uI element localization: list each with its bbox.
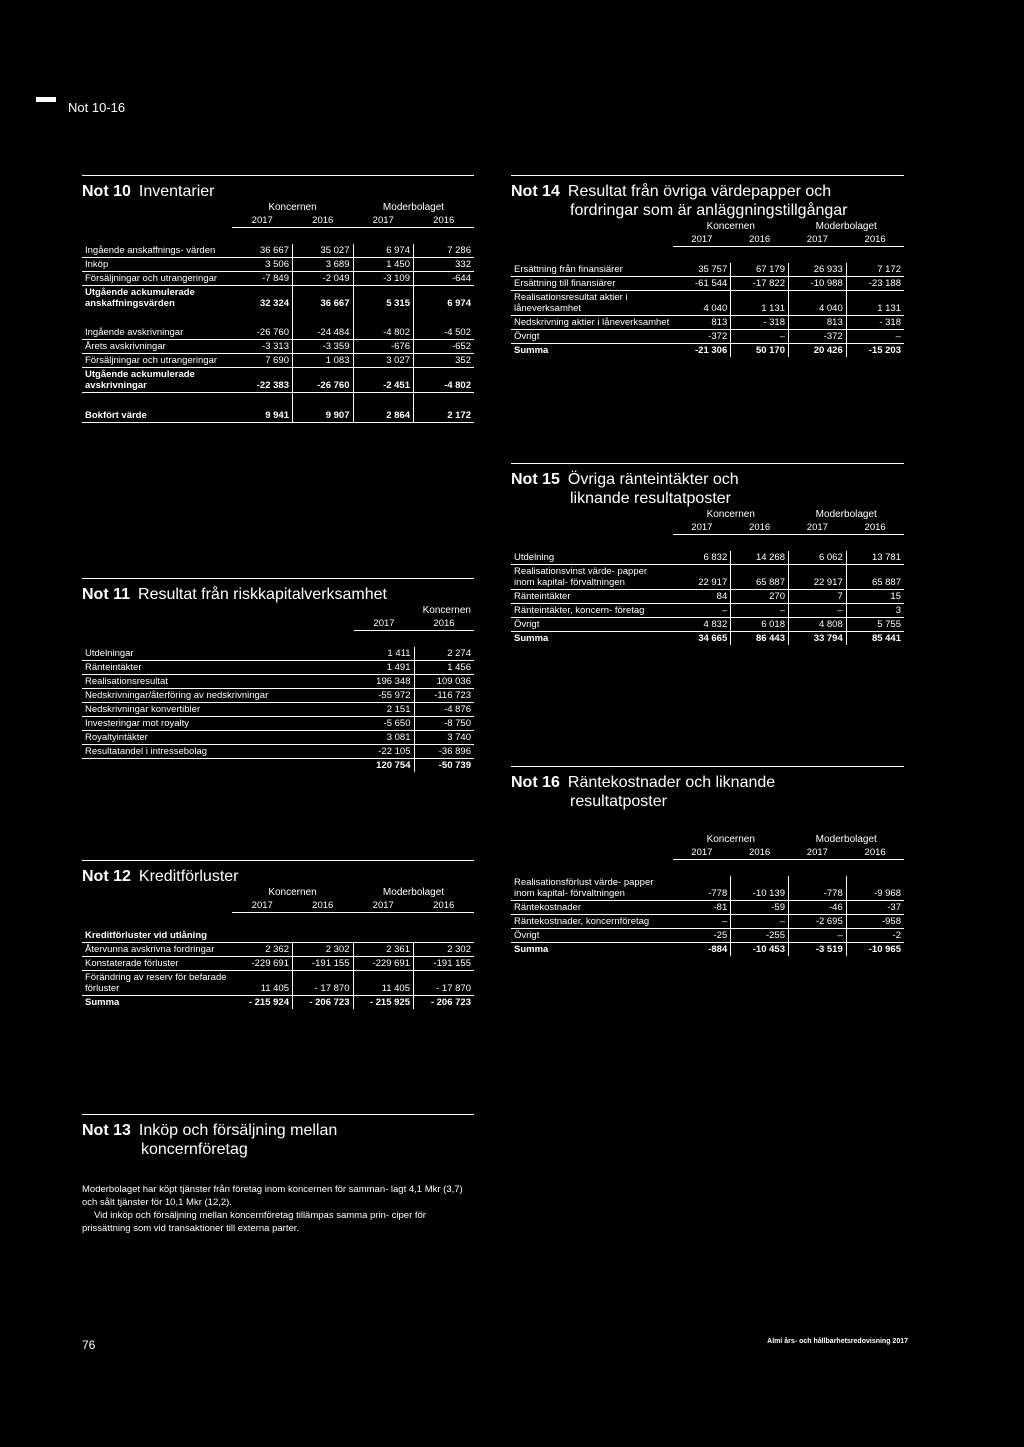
table-row: Inköp 3 506 3 689 1 450 332 <box>82 258 474 272</box>
table-row: Bokfört värde 9 941 9 907 2 864 2 172 <box>82 409 474 423</box>
table-row: Investeringar mot royalty -5 650 -8 750 <box>82 717 474 731</box>
table-row: Nedskrivningar/återföring av nedskrivningar -55 972 -116 723 <box>82 689 474 703</box>
table-row: Återvunna avskrivna fordringar 2 362 2 302 2 361 2 302 <box>82 943 474 957</box>
running-title: Not 10-16 <box>68 100 126 115</box>
publication-title: Almi års- och hållbarhetsredovisning 2017 <box>767 1338 908 1345</box>
note-15-table: Koncernen Moderbolaget 2017 2016 2017 2016 Utdelning 6 832 14 268 6 062 13 781 Realisationsvinst värde- papper inom kapital- förvaltningen 22 917 65 887 22 917 65 887 Ränteintäkter 84 270 7 15 Ränteintäkter, koncern- företag – – – 3 Övrigt 4 832 6 018 4 808 5 755 Summa 34 665 86 443 33 794 85 441 <box>511 508 904 645</box>
table-row-total: Summa 34 665 86 443 33 794 85 441 <box>514 633 901 644</box>
table-row: Ränteintäkter, koncern- företag – – – 3 <box>511 604 904 618</box>
note-14-title: Not 14 Resultat från övriga värdepapper och fordringar som är anläggningstillgångar <box>511 175 904 220</box>
note-12-title: Not 12 Kreditförluster <box>82 860 474 886</box>
note-10-table: Koncernen Moderbolaget 2017 2016 2017 2016 Ingående anskaffnings- värden 36 667 35 027 6 974 7 286 Inköp 3 506 3 689 1 450 332 Försäljningar och utrangeringar -7 849 -2 049 -3 109 -644 Utgående ackumulerade anskaffningsvärden 32 324 36 667 5 315 6 974 Ingående avskrivningar -26 760 -24 484 -4 802 -4 502 Årets avskrivningar -3 313 -3 359 -676 -652 Försäljningar och utrangeringar 7 690 1 083 3 027 352 Utgående ackumulerade avskrivningar -22 383 -26 760 -2 451 -4 802 Bokfört värde 9 941 9 907 2 864 2 172 <box>82 201 474 423</box>
table-row: Realisationsresultat aktier i låneverksamhet 4 040 1 131 4 040 1 131 <box>511 291 904 316</box>
table-row-total: 120 754 -50 739 <box>82 759 474 773</box>
table-row: Ersättning från finansiärer 35 757 67 179 26 933 7 172 <box>511 263 904 277</box>
table-row: Räntekostnader, koncernföretag – – -2 695 -958 <box>511 915 904 929</box>
note-11-table: Koncernen 2017 2016 Utdelningar 1 411 2 274 Ränteintäkter 1 491 1 456 Realisationsresultat 196 348 109 036 Nedskrivningar/återföring av nedskrivningar -55 972 -116 723 Nedskrivningar konvertibler 2 151 -4 876 Investeringar mot royalty -5 650 -8 750 Royaltyintäkter 3 081 3 740 Resultatandel i intressebolag -22 105 -36 896 120 754 -50 739 <box>82 604 474 772</box>
note-10-title: Not 10 Inventarier <box>82 175 474 201</box>
table-row: Ersättning till finansiärer -61 544 -17 822 -10 988 -23 188 <box>511 277 904 291</box>
table-row: Ingående avskrivningar -26 760 -24 484 -4 802 -4 502 <box>82 326 474 340</box>
note-15-title: Not 15 Övriga ränteintäkter och liknande resultatposter <box>511 463 904 508</box>
note-16-title: Not 16 Räntekostnader och liknande resultatposter <box>511 766 904 811</box>
note-16-table: Koncernen Moderbolaget 2017 2016 2017 2016 Realisationsförlust värde- papper inom kapital- förvaltningen -778 -10 139 -778 -9 968 Räntekostnader -81 -59 -46 -37 Räntekostnader, koncernföretag – – -2 695 -958 Övrigt -25 -255 – -2 Summa -884 -10 453 -3 519 -10 965 <box>511 833 904 956</box>
note-10 <box>82 175 474 423</box>
note-13-paragraph-1: Moderbolaget har köpt tjänster från företag inom koncernen för samman- lagt 4,1 Mkr (3,7) och sålt tjänster för 10,1 Mkr (12,2). <box>82 1184 463 1208</box>
table-row: Realisationsförlust värde- papper inom kapital- förvaltningen -778 -10 139 -778 -9 968 <box>511 876 904 901</box>
page-number: 76 <box>82 1338 96 1352</box>
note-11 <box>82 578 474 772</box>
table-row: Förändring av reserv för befarade förluster 11 405 - 17 870 11 405 - 17 870 <box>82 971 474 996</box>
note-11-title: Not 11 Resultat från riskkapitalverksamhet <box>82 578 474 604</box>
table-row: Övrigt -25 -255 – -2 <box>511 929 904 943</box>
table-row: Utgående ackumulerade avskrivningar -22 383 -26 760 -2 451 -4 802 <box>82 368 474 393</box>
note-13-title: Not 13 Inköp och försäljning mellan koncernföretag <box>82 1114 474 1159</box>
table-row: Ränteintäkter 1 491 1 456 <box>82 661 474 675</box>
table-row: Realisationsvinst värde- papper inom kapital- förvaltningen 22 917 65 887 22 917 65 887 <box>511 565 904 590</box>
section-tab-marker <box>36 97 56 102</box>
table-row: Realisationsresultat 196 348 109 036 <box>82 675 474 689</box>
table-row: Nedskrivningar konvertibler 2 151 -4 876 <box>82 703 474 717</box>
table-subheading: Kreditförluster vid utlåning <box>82 929 474 943</box>
note-12-table: Koncernen Moderbolaget 2017 2016 2017 2016 Kreditförluster vid utlåning Återvunna avskrivna fordringar 2 362 2 302 2 361 2 302 Konstaterade förluster -229 691 -191 155 -229 691 -191 155 Förändring av reserv för befarade förluster 11 405 - 17 870 11 405 - 17 870 Summa - 215 924 - 206 723 - 215 925 - 206 723 <box>82 886 474 1009</box>
table-row: Nedskrivning aktier i låneverksamhet 813 - 318 813 - 318 <box>511 316 904 330</box>
table-row: Royaltyintäkter 3 081 3 740 <box>82 731 474 745</box>
note-12 <box>82 860 474 1009</box>
note-14 <box>511 175 904 357</box>
table-row-total: Summa -21 306 50 170 20 426 -15 203 <box>514 345 901 356</box>
table-row: Övrigt -372 – -372 – <box>511 330 904 344</box>
table-row-total: Summa -884 -10 453 -3 519 -10 965 <box>514 944 901 955</box>
note-14-table: Koncernen Moderbolaget 2017 2016 2017 2016 Ersättning från finansiärer 35 757 67 179 26 933 7 172 Ersättning till finansiärer -61 544 -17 822 -10 988 -23 188 Realisationsresultat aktier i låneverksamhet 4 040 1 131 4 040 1 131 Nedskrivning aktier i låneverksamhet 813 - 318 813 - 318 Övrigt -372 – -372 – Summa -21 306 50 170 20 426 -15 203 <box>511 220 904 357</box>
table-row: Årets avskrivningar -3 313 -3 359 -676 -652 <box>82 340 474 354</box>
table-row: Försäljningar och utrangeringar 7 690 1 083 3 027 352 <box>82 354 474 368</box>
table-row: Utgående ackumulerade anskaffningsvärden 32 324 36 667 5 315 6 974 <box>85 287 471 309</box>
note-13-paragraph-2: Vid inköp och försäljning mellan koncernföretag tillämpas samma prin- ciper för prissättning som vid transaktioner till externa parter. <box>82 1210 426 1234</box>
note-13 <box>82 1114 474 1235</box>
table-row: Ingående anskaffnings- värden 36 667 35 027 6 974 7 286 <box>82 244 474 258</box>
table-row: Övrigt 4 832 6 018 4 808 5 755 <box>511 618 904 632</box>
table-row: Konstaterade förluster -229 691 -191 155 -229 691 -191 155 <box>82 957 474 971</box>
table-row: Räntekostnader -81 -59 -46 -37 <box>511 901 904 915</box>
table-row-total: Summa - 215 924 - 206 723 - 215 925 - 206 723 <box>85 997 471 1008</box>
table-row: Försäljningar och utrangeringar -7 849 -2 049 -3 109 -644 <box>82 272 474 286</box>
table-row: Utdelningar 1 411 2 274 <box>82 647 474 661</box>
table-row: Utdelning 6 832 14 268 6 062 13 781 <box>511 551 904 565</box>
note-15 <box>511 463 904 645</box>
note-16 <box>511 766 904 956</box>
table-row: Resultatandel i intressebolag -22 105 -36 896 <box>82 745 474 759</box>
table-row: Ränteintäkter 84 270 7 15 <box>511 590 904 604</box>
